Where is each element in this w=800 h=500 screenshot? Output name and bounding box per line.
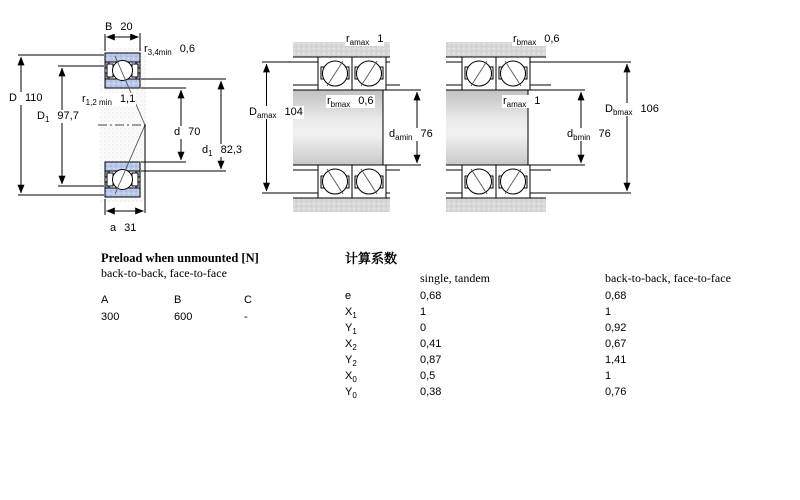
- preload-col-C: C: [244, 294, 252, 306]
- tandem-pair-drawing: [262, 42, 421, 212]
- dim-label-Damax: $D_{amax}$ 104: [249, 106, 303, 120]
- dim-label-ramax-tandem: $r_{amax}$ 1: [346, 33, 384, 47]
- preload-value-B: 600: [174, 311, 193, 323]
- factor-label-X1: $X_1$: [345, 306, 357, 320]
- bearing-drawings-canvas: [0, 0, 800, 246]
- factor-Y0-paired: 0,76: [605, 386, 627, 398]
- factor-X0-single: 0,5: [420, 370, 436, 382]
- dim-label-Dbmax: $D_{bmax}$ 106: [605, 103, 659, 117]
- dim-label-dbmin: $d_{bmin}$ 76: [567, 128, 611, 142]
- dim-label-d: d 70: [174, 126, 201, 138]
- factor-Y0-single: 0,38: [420, 386, 442, 398]
- factor-X1-paired: 1: [605, 306, 612, 318]
- dim-label-damin: $d_{amin}$ 76: [389, 128, 433, 142]
- factor-label-e: e: [345, 290, 352, 302]
- preload-value-C: -: [244, 311, 248, 323]
- factors-header-back-to-back: back-to-back, face-to-face: [605, 271, 731, 285]
- factors-title: 计算系数: [345, 251, 398, 266]
- dim-label-r12: $r_{1,2 min}$ 1,1: [82, 93, 136, 107]
- dim-label-B: B 20: [105, 21, 133, 33]
- dim-label-rbmax-paired: $r_{bmax}$ 0,6: [513, 33, 560, 47]
- dim-label-ramax-paired: $r_{amax}$ 1: [503, 95, 541, 109]
- preload-col-A: A: [101, 294, 109, 306]
- factor-label-X0: $X_0$: [345, 370, 357, 384]
- factors-header-single-tandem: single, tandem: [420, 271, 490, 285]
- factor-Y1-single: 0: [420, 322, 427, 334]
- preload-col-B: B: [174, 294, 182, 306]
- factor-label-Y0: $Y_0$: [345, 386, 357, 400]
- calculation-factors-table: [345, 251, 795, 402]
- dim-label-D1: $D_1$ 97,7: [37, 110, 79, 124]
- single-bearing-cross-section: [18, 33, 226, 215]
- factor-X1-single: 1: [420, 306, 427, 318]
- dim-label-d1: $d_1$ 82,3: [202, 144, 242, 158]
- factor-X2-paired: 0,67: [605, 338, 627, 350]
- factor-label-Y1: $Y_1$: [345, 322, 357, 336]
- dim-label-a: a 31: [110, 222, 137, 234]
- factor-Y2-paired: 1,41: [605, 354, 627, 366]
- factor-X2-single: 0,41: [420, 338, 442, 350]
- factor-X0-paired: 1: [605, 370, 612, 382]
- paired-bearings-drawing: [446, 42, 631, 212]
- factor-e-single: 0,68: [420, 290, 442, 302]
- factor-label-X2: $X_2$: [345, 338, 357, 352]
- preload-subtitle: back-to-back, face-to-face: [101, 266, 227, 280]
- factor-Y2-single: 0,87: [420, 354, 442, 366]
- factor-Y1-paired: 0,92: [605, 322, 627, 334]
- preload-title: Preload when unmounted [N]: [101, 251, 259, 265]
- dim-label-D: D 110: [9, 92, 43, 104]
- preload-value-A: 300: [101, 311, 120, 323]
- preload-table: [101, 251, 341, 328]
- dim-label-rbmax-tandem: $r_{bmax}$ 0,6: [327, 95, 374, 109]
- factor-e-paired: 0,68: [605, 290, 627, 302]
- dim-label-r34: $r_{3,4min}$ 0,6: [144, 43, 195, 57]
- factor-label-Y2: $Y_2$: [345, 354, 357, 368]
